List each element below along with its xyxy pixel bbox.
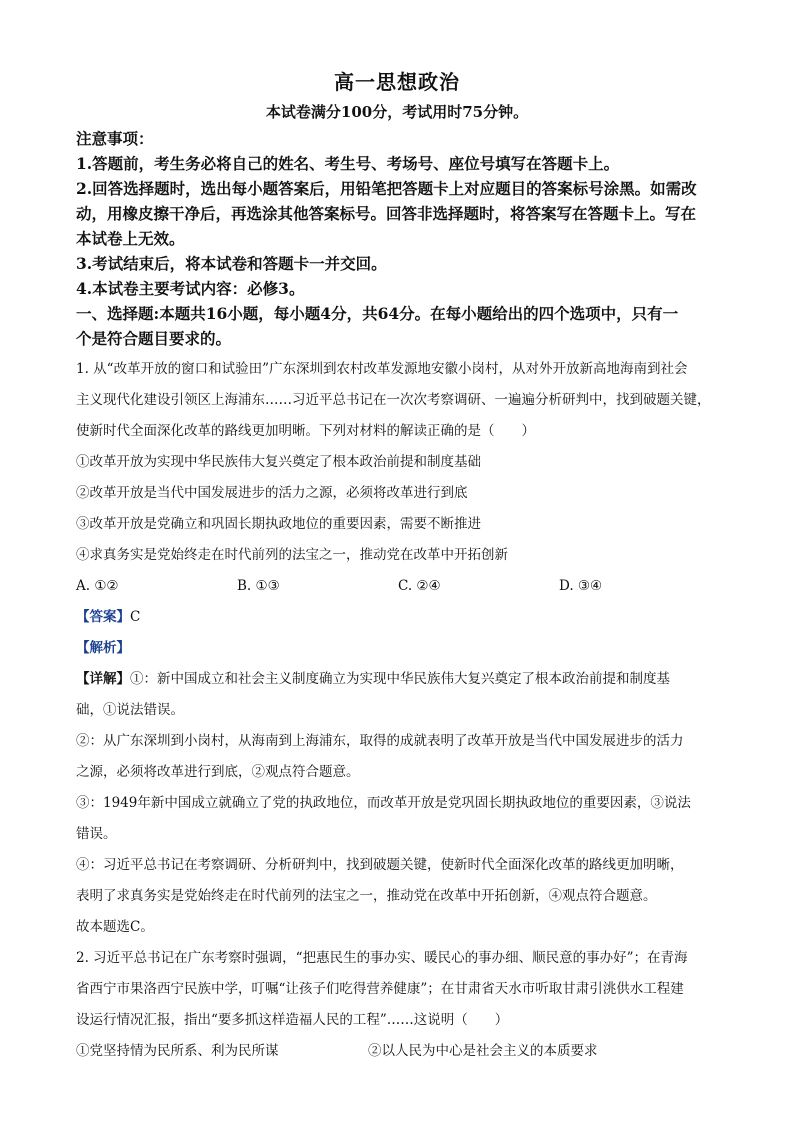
- question-stem: 主义现代化建设引领区上海浦东……习近平总书记在一次次考察调研、一遍遍分析研判中，找到破题关键，: [76, 392, 711, 408]
- statement: ①改革开放为实现中华民族伟大复兴奠定了根本政治前提和制度基础: [76, 454, 481, 470]
- detail-line: ④：习近平总书记在考察调研、分析研判中，找到破题关键，使新时代全面深化改革的路线更加明晰，: [76, 857, 684, 873]
- note-item: 1.答题前，考生务必将自己的姓名、考生号、考场号、座位号填写在答题卡上。: [76, 154, 620, 173]
- detail-text: ①：新中国成立和社会主义制度确立为实现中华民族伟大复兴奠定了根本政治前提和制度基: [130, 671, 670, 687]
- page-title: 高一思想政治: [334, 70, 460, 94]
- statement: ②改革开放是当代中国发展进步的活力之源，必须将改革进行到底: [76, 485, 468, 501]
- answer-tag: 【答案】: [76, 609, 130, 625]
- question-stem: 2. 习近平总书记在广东考察时强调，“把惠民生的事办实、暖民心的事办细、顺民意的事办好”；在青海: [76, 950, 688, 966]
- exam-subtitle: 本试卷满分100分，考试用时75分钟。: [265, 103, 529, 121]
- detail-line: 之源，必须将改革进行到底，②观点符合题意。: [76, 764, 360, 780]
- statement: ①党坚持情为民所系、利为民所谋: [76, 1043, 279, 1059]
- statement: ④求真务实是党始终走在时代前列的法宝之一，推动党在改革中开拓创新: [76, 547, 508, 563]
- detail-line: ③：1949年新中国成立就确立了党的执政地位，而改革开放是党巩固长期执政地位的重要因素，③说法: [76, 795, 691, 811]
- detail-line: ②：从广东深圳到小岗村，从海南到上海浦东，取得的成就表明了改革开放是当代中国发展进步的活力: [76, 733, 684, 749]
- question-stem: 1. 从“改革开放的窗口和试验田”广东深圳到农村改革发源地安徽小岗村，从对外开放新高地海南到社会: [76, 361, 688, 377]
- detail-line: 故本题选C。: [76, 919, 154, 935]
- detail-tag: 【详解】: [76, 671, 130, 687]
- question-stem: 省西宁市果洛西宁民族中学，叮嘱“让孩子们吃得营养健康”；在甘肃省天水市听取甘肃引洮供水工程建: [76, 981, 684, 997]
- note-item: 4.本试卷主要考试内容：必修3。: [76, 279, 305, 298]
- note-item: 动，用橡皮擦干净后，再选涂其他答案标号。回答非选择题时，将答案写在答题卡上。写在: [76, 204, 697, 223]
- question-stem: 设运行情况汇报，指出“要多抓这样造福人民的工程”……这说明（ ）: [76, 1012, 509, 1028]
- detail-line: 础，①说法错误。: [76, 702, 184, 718]
- detail-line: 表明了求真务实是党始终走在时代前列的法宝之一，推动党在改革中开拓创新，④观点符合题意。: [76, 888, 657, 904]
- detail-line: 错误。: [76, 826, 117, 842]
- note-item: 2.回答选择题时，选出每小题答案后，用铅笔把答题卡上对应题目的答案标号涂黑。如需改: [76, 179, 697, 198]
- option-d: D. ③④: [559, 578, 603, 594]
- statement-row: [76, 1036, 726, 1067]
- answer-value: C: [130, 609, 141, 625]
- statement: ②以人民为中心是社会主义的本质要求: [368, 1043, 598, 1059]
- answer-options: [76, 571, 726, 602]
- statement: ③改革开放是党确立和巩固长期执政地位的重要因素，需要不断推进: [76, 516, 481, 532]
- option-c: C. ②④: [398, 578, 441, 594]
- notes-heading: 注意事项：: [76, 129, 154, 148]
- answer-line: [76, 602, 726, 633]
- option-a: A. ①②: [76, 578, 119, 594]
- analysis-line: [76, 633, 726, 664]
- analysis-tag: 【解析】: [76, 640, 130, 656]
- exam-content: [76, 126, 726, 1067]
- section-heading: 一、选择题:本题共16小题，每小题4分，共64分。在每小题给出的四个选项中，只有一: [76, 304, 679, 323]
- question-stem: 使新时代全面深化改革的路线更加明晰。下列对材料的解读正确的是（ ）: [76, 423, 535, 439]
- detail-line: [76, 664, 726, 695]
- note-item: 3.考试结束后，将本试卷和答题卡一并交回。: [76, 254, 387, 273]
- option-b: B. ①③: [237, 578, 280, 594]
- note-item: 本试卷上无效。: [76, 229, 185, 248]
- section-heading: 个是符合题目要求的。: [76, 329, 232, 348]
